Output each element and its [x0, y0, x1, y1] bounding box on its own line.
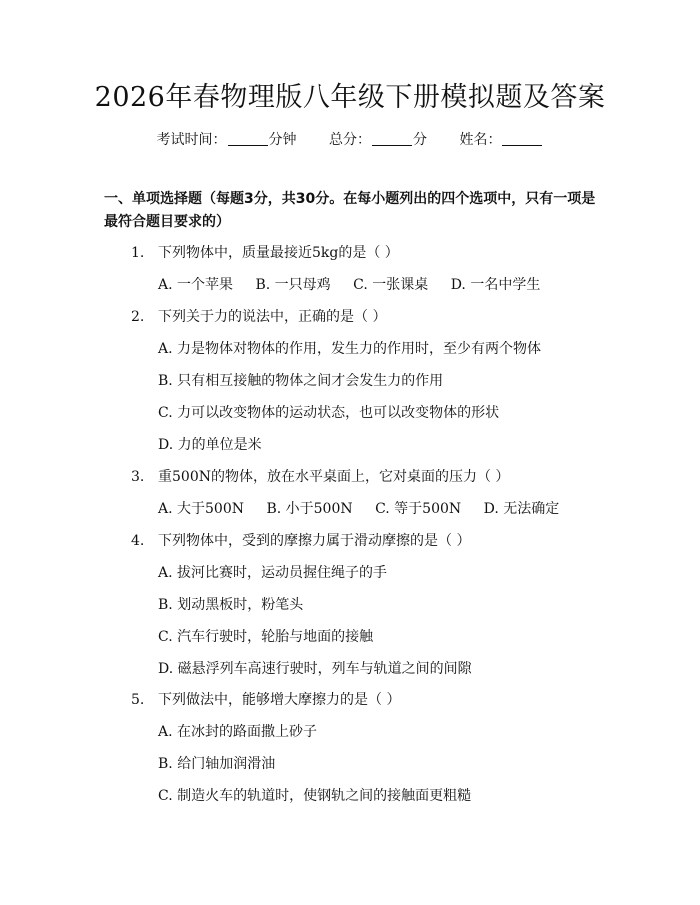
option-d: D. 一名中学生 [450, 277, 541, 293]
question-1 [131, 242, 399, 264]
student-name-label: 姓名： [459, 132, 502, 148]
option-c: C. 等于500N [375, 501, 462, 517]
page-title: 2026年春物理版八年级下册模拟题及答案 [94, 82, 606, 113]
option-a: A. 一个苹果 [158, 277, 234, 293]
student-name-blank [502, 131, 542, 146]
exam-time-field [157, 132, 301, 148]
question-number: 3. [131, 469, 145, 485]
exam-time-unit: 分钟 [268, 132, 297, 148]
option-a: A. 大于500N [158, 501, 244, 517]
option-c: C. 一张课桌 [353, 277, 429, 293]
total-score-label: 总分： [329, 132, 371, 148]
question-5 [131, 689, 400, 711]
student-name-field [459, 132, 543, 148]
option-d: D. 力的单位是米 [158, 437, 262, 453]
option-c: C. 汽车行驶时，轮胎与地面的接触 [158, 629, 374, 645]
question-3-options [158, 498, 577, 520]
question-text: 下列关于力的说法中，正确的是（ ） [158, 309, 387, 325]
option-c: C. 力可以改变物体的运动状态，也可以改变物体的形状 [158, 405, 500, 421]
question-1-options [158, 274, 558, 296]
total-score-unit: 分 [413, 132, 427, 148]
option-d: D. 无法确定 [483, 501, 560, 517]
question-text: 下列物体中，质量最接近5kg的是（ ） [158, 245, 399, 261]
exam-meta-line [0, 129, 700, 151]
question-number: 4. [131, 533, 145, 549]
option-b: B. 小于500N [266, 501, 353, 517]
option-b: B. 只有相互接触的物体之间才会发生力的作用 [158, 373, 444, 389]
question-number: 2. [131, 309, 145, 325]
exam-time-blank [228, 131, 268, 146]
option-b: B. 划动黑板时，粉笔头 [158, 597, 304, 613]
question-text: 下列物体中，受到的摩擦力属于滑动摩擦的是（ ） [158, 533, 471, 549]
question-4 [131, 530, 470, 552]
total-score-blank [372, 131, 412, 146]
total-score-field [329, 132, 431, 148]
option-a: A. 在冰封的路面撒上砂子 [158, 724, 318, 740]
question-number: 5. [131, 692, 145, 708]
question-text: 重500N的物体，放在水平桌面上，它对桌面的压力（ ） [158, 469, 510, 485]
question-3 [131, 466, 509, 488]
option-b: B. 给门轴加润滑油 [158, 756, 276, 772]
exam-time-label: 考试时间： [156, 132, 227, 148]
option-d: D. 磁悬浮列车高速行驶时，列车与轨道之间的间隙 [158, 661, 472, 677]
question-number: 1. [131, 245, 145, 261]
question-text: 下列做法中，能够增大摩擦力的是（ ） [158, 692, 401, 708]
option-a: A. 力是物体对物体的作用，发生力的作用时，至少有两个物体 [158, 341, 542, 357]
option-c: C. 制造火车的轨道时，使钢轨之间的接触面更粗糙 [158, 788, 472, 804]
option-b: B. 一只母鸡 [255, 277, 331, 293]
section-heading: 一、单项选择题（每题3分，共30分。在每小题列出的四个选项中，只有一项是最符合题目要求的） [104, 191, 596, 230]
option-a: A. 拔河比赛时，运动员握住绳子的手 [158, 565, 388, 581]
question-2 [131, 306, 386, 328]
